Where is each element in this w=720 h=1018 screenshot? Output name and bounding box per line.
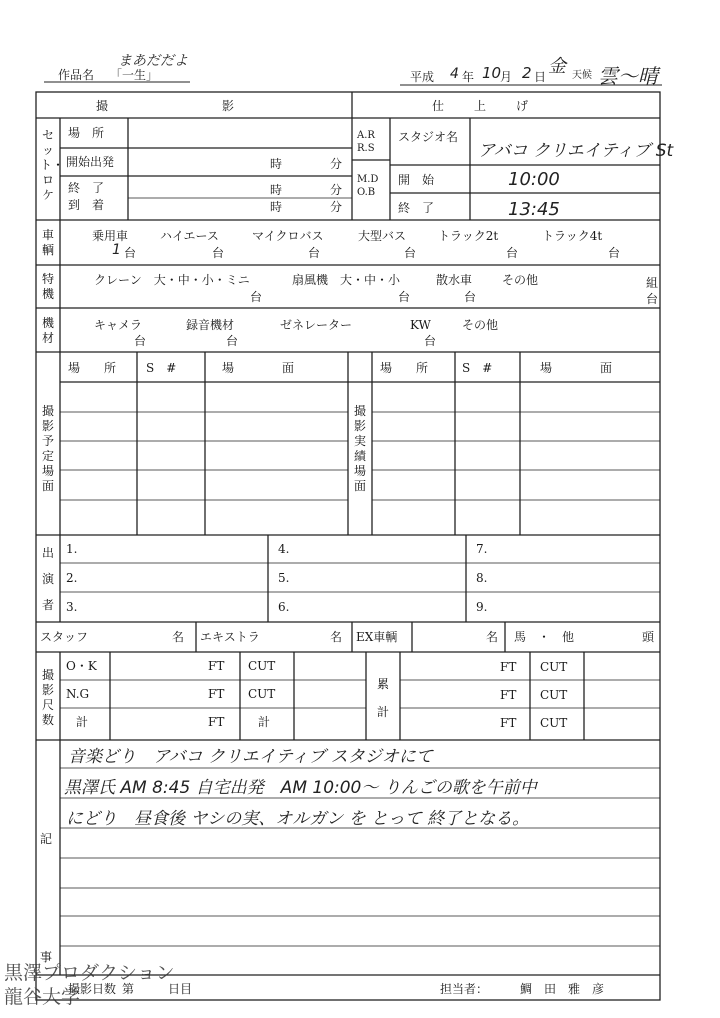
actual-scene-header: 場 面 [540, 361, 613, 375]
cum-ft-3: FT [500, 716, 517, 730]
end-hour: 時 [270, 183, 283, 197]
ng-ft: FT [208, 687, 225, 701]
person-label: 担当者： [440, 982, 489, 996]
watermark-line-2: 龍谷大学 [4, 986, 81, 1008]
cast-side-label: 出演者 [41, 546, 54, 612]
footage-ok: O・K [66, 659, 97, 673]
start-value: 10:00 [508, 169, 560, 190]
special-set-unit: 組 [646, 276, 659, 290]
start-label: 開 始 [398, 173, 435, 187]
planned-scene-header: 場 面 [222, 361, 295, 375]
vehicle-car-count: 1 [112, 242, 121, 258]
vehicle-unit-2: 台 [212, 246, 225, 260]
planned-sno-header: S # [146, 361, 177, 375]
ex-vehicle-unit: 名 [486, 630, 499, 644]
equip-unit-3: 台 [424, 334, 437, 348]
cast-num-3: 3. [66, 600, 78, 614]
special-unit-3: 台 [464, 290, 477, 304]
ng-cut: CUT [248, 687, 276, 701]
vehicle-microbus: マイクロバス [252, 229, 324, 243]
weather-label: 天候 [572, 70, 592, 81]
vehicle-car: 乗用車 [92, 229, 129, 243]
footage-ng: N.G [66, 687, 90, 701]
actual-place-header: 場 所 [380, 361, 429, 375]
extra-unit: 名 [330, 630, 343, 644]
year-label: 年 [462, 70, 475, 84]
era-label: 平成 [410, 70, 435, 84]
ok-cut: CUT [248, 659, 276, 673]
cast-num-9: 9. [476, 600, 488, 614]
depart-hour: 時 [270, 157, 283, 171]
finish-end-value: 13:45 [508, 199, 560, 220]
footage-total: 計 [76, 715, 89, 729]
title-label: 作品名 [58, 68, 95, 82]
vehicle-unit-3: 台 [308, 246, 321, 260]
ob-label: O.B [357, 187, 376, 198]
vehicle-unit-5: 台 [506, 246, 519, 260]
special-unit-1: 台 [250, 290, 263, 304]
vehicles-side-label: 車輌 [41, 228, 54, 257]
shoot-header: 撮 影 [96, 99, 237, 113]
equip-other: その他 [462, 318, 499, 332]
rs-label: R.S [357, 143, 375, 154]
special-other: その他 [502, 273, 539, 287]
md-label: M.D [357, 174, 379, 185]
finish-end-label: 終 了 [398, 201, 435, 215]
cast-num-1: 1. [66, 542, 78, 556]
place-label: 場 所 [68, 126, 105, 140]
date-day: 2 [522, 64, 532, 82]
total-cut: 計 [258, 715, 271, 729]
special-fan: 扇風機 大・中・小 [292, 273, 401, 287]
cast-num-5: 5. [278, 571, 290, 585]
ok-ft: FT [208, 659, 225, 673]
shoot-days-label: 撮影日数 [68, 982, 117, 996]
total-ft: FT [208, 715, 225, 729]
cast-num-4: 4. [278, 542, 290, 556]
ex-vehicle-label: EX車輌 [356, 630, 398, 644]
special-unit-2: 台 [398, 290, 411, 304]
cumulative-label: 累計 [376, 677, 389, 719]
watermark-line-1: 黒澤プロダクション [4, 962, 175, 984]
date-year: 4 [450, 66, 459, 82]
depart-label: 開始出発 [66, 155, 115, 169]
horse-label: 馬 ・ 他 [514, 630, 575, 644]
note-line-2: 黒澤氏 AM 8:45 自宅出発 AM 10:00〜 りんごの歌を午前中 [64, 778, 537, 798]
day-unit: 日目 [168, 982, 193, 996]
note-line-3: にどり 昼食後 ヤシの実、オルガン を とって 終了となる。 [66, 809, 530, 829]
equip-audio: 録音機材 [186, 318, 235, 332]
end-minute: 分 [330, 183, 343, 197]
horse-unit: 頭 [642, 630, 655, 644]
cum-cut-2: CUT [540, 688, 568, 702]
arrive-label: 到 着 [68, 198, 105, 212]
planned-scenes-label: 撮影予定場面 [41, 404, 54, 493]
vehicle-unit-6: 台 [608, 246, 621, 260]
cast-num-8: 8. [476, 571, 488, 585]
month-label: 月 [500, 70, 513, 84]
special-water: 散水車 [436, 273, 473, 287]
planned-place-header: 場 所 [68, 361, 117, 375]
vehicle-hiace: ハイエース [160, 229, 219, 243]
vehicle-unit-4: 台 [404, 246, 417, 260]
date-month: 10 [482, 64, 502, 82]
notes-side-label: 記事 [39, 832, 52, 964]
vehicle-truck2t: トラック2t [438, 229, 499, 243]
equip-kw: KW [410, 318, 431, 332]
equipment-side-label: 機材 [41, 316, 54, 345]
title-value: 「一生」 [110, 68, 159, 82]
equip-unit-2: 台 [226, 334, 239, 348]
equip-unit-1: 台 [134, 334, 147, 348]
special-crane: クレーン 大・中・小・ミニ [94, 273, 250, 287]
weekday: 金 [548, 56, 566, 77]
actual-sno-header: S # [462, 361, 493, 375]
vehicle-truck4t: トラック4t [542, 229, 603, 243]
staff-unit: 名 [172, 630, 185, 644]
cum-ft-2: FT [500, 688, 517, 702]
studio-value: アバコ クリエイティブ St [478, 141, 674, 161]
cast-num-7: 7. [476, 542, 488, 556]
arrive-minute: 分 [330, 200, 343, 214]
equip-camera: キャメラ [94, 318, 143, 332]
person-name: 鯛 田 雅 彦 [520, 982, 605, 996]
finish-header: 仕 上 げ [432, 99, 531, 113]
special-unit-4: 台 [646, 292, 659, 306]
cum-cut-1: CUT [540, 660, 568, 674]
cast-num-6: 6. [278, 600, 290, 614]
extra-label: エキストラ [200, 630, 260, 644]
vehicle-unit-1: 台 [124, 246, 137, 260]
ar-label: A.R [357, 130, 375, 141]
set-location-side-label: セット・ロケ [40, 128, 65, 202]
vehicle-bus: 大型バス [358, 229, 407, 243]
studio-label: スタジオ名 [398, 130, 459, 144]
cast-num-2: 2. [66, 571, 78, 585]
arrive-hour: 時 [270, 200, 283, 214]
end-label: 終 了 [68, 181, 105, 195]
actual-scenes-label: 撮影実績場面 [353, 404, 366, 493]
day-label: 日 [534, 70, 547, 84]
cum-ft-1: FT [500, 660, 517, 674]
special-side-label: 特機 [41, 272, 54, 301]
day-no-label: 第 [122, 982, 135, 996]
depart-minute: 分 [330, 157, 343, 171]
staff-label: スタッフ [40, 630, 89, 644]
note-line-1: 音楽どり アバコ クリエイティブ スタジオにて [68, 747, 433, 767]
weather-value: 雲〜晴 [598, 64, 658, 88]
cum-cut-3: CUT [540, 716, 568, 730]
footage-side-label: 撮影尺数 [41, 668, 54, 727]
title-handwritten: まあだだよ [118, 53, 188, 69]
equip-generator: ゼネレーター [280, 318, 353, 332]
